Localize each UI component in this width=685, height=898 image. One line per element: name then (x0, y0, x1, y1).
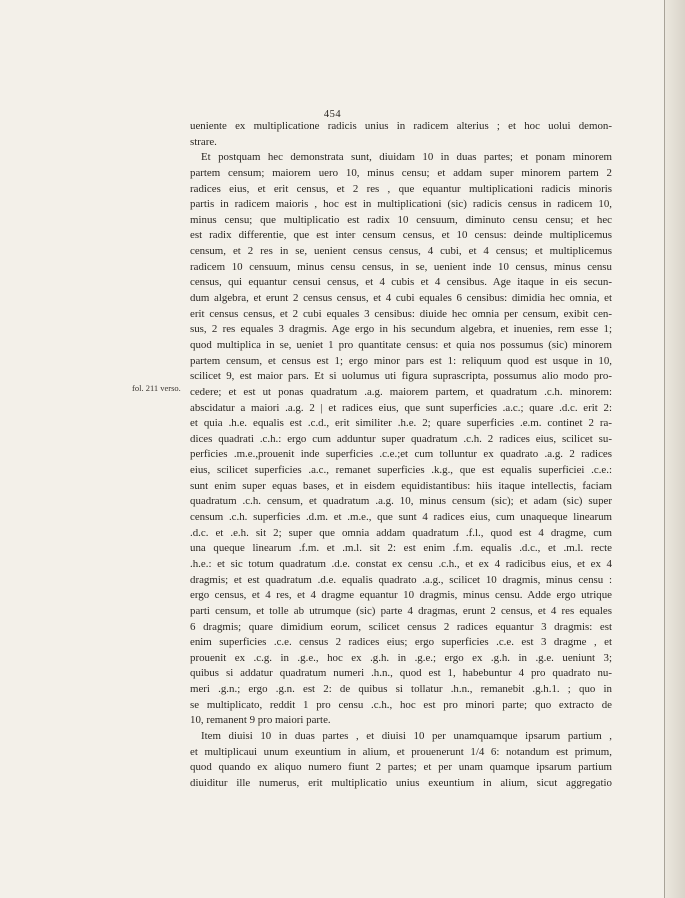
page-gutter-shadow (665, 0, 685, 898)
text-line: Et postquam hec demonstrata sunt, diuidam 10 in duas partes; et ponam minorem (201, 151, 612, 164)
text-line: radices eius, et erit census, et 2 res , que equantur multiplicationi radicis minoris (190, 182, 612, 195)
text-line: partis in radicem maioris , hoc est in multiplicationi (sic) radicis census in radicem 10, (190, 198, 612, 211)
text-line: et quia .h.e. equalis est .c.d., erit similiter .h.e. 2; quare superficies .e.m. continet 2 ra- (190, 417, 612, 430)
text-line: enim superficies .c.e. census 2 radices eius; ergo superficies .c.e. est 3 dragme , et (190, 636, 612, 649)
text-line: se multiplicato, reddit 1 pro censu .c.h., hoc est pro minori parte; quo extracto de (190, 698, 612, 711)
text-line: diuiditur ille numerus, erit multiplicatio unius exeuntium in alium, sicut aggregatio (190, 776, 612, 789)
text-line: erit census census, et 2 cubi equales 3 censibus: diuide hec omnia per censum, exibit cen- (190, 307, 612, 320)
text-line: radicem 10 censuum, minus censu census, in se, uenient inde 10 census, minus censu (190, 260, 612, 273)
text-line: censum .c.h. superficies .d.m. et .m.e., que sunt 4 radices eius, cum unaqueque linearum (190, 511, 612, 524)
text-line: et multiplicaui unum exeuntium in alium, et prouenerunt 1/4 6: notandum est primum, (190, 745, 612, 758)
text-line: census, qui equantur censui census, et 4 cubis et 4 censibus. Age itaque in eis secun- (190, 276, 612, 289)
text-line: quibus si addatur quadratum numeri .h.n., quod est 1, habebuntur 4 pro quadrato nu- (190, 667, 612, 680)
text-line: parti censum, et tolle ab utrumque (sic) parte 4 dragmas, erunt 2 census, et 4 res equales (190, 604, 612, 617)
text-line: quod multiplica in se, ueniet 1 pro quantitate census: et quia nos possumus (sic) minorem (190, 338, 612, 351)
text-line: dices quadrati .c.h.: ergo cum adduntur super quadratum .c.h. 2 radices eius, scilicet su- (190, 432, 612, 445)
text-line: partem censum, et census est 1; ergo minor pars est 1: reliquum quod est usque in 10, (190, 354, 612, 367)
text-line: ergo census, et 4 res, et 4 dragme equantur 10 dragmis, minus censu. Adde ergo utrique (190, 589, 612, 602)
text-line: minus censu; que multiplicatio est radix 10 censuum, diminuto censu censu; et hec (190, 213, 612, 226)
text-line: .d.c. et .e.h. sit 2; super que omnia addam quadratum .f.l., quod est 4 dragme, cum (190, 526, 612, 539)
text-line: .h.e.: et sic totum quadratum .d.e. constat ex censu .c.h., et ex 4 radicibus eius, et ex 4 (190, 557, 612, 570)
text-line: sunt enim super equas bases, et in eisdem equidistantibus: hiis itaque intellectis, faciam (190, 479, 612, 492)
text-line: prouenit ex .c.g. in .g.e., hoc ex .g.h. in .g.e.; ergo ex .g.h. in .g.e. ueniunt 3; (190, 651, 612, 664)
text-line: dum algebra, et erunt 2 census census, et 4 cubi equales 6 censibus: dimidia hec omnia, et (190, 292, 612, 305)
page-number: 454 (323, 109, 342, 120)
text-line: Item diuisi 10 in duas partes , et diuisi 10 per unamquamque ipsarum partium , (201, 729, 612, 742)
text-line: cedere; et est ut ponas quadratum .a.g. maiorem partem, et quadratum .c.h. minorem: (190, 385, 612, 398)
text-line: una queque linearum .f.m. et .m.l. sit 2: est enim .f.m. equalis .d.c., et .m.l. recte (190, 542, 612, 555)
text-line: abscidatur a maiori .a.g. 2 | et radices eius, que sunt superficies .a.c.; quare .d.c. erit 2: (190, 401, 612, 414)
text-line: scilicet 9, est maior pars. Et si uolumus uti figura suprascripta, possumus alio modo pro- (190, 370, 612, 383)
text-line: eius, scilicet superficies .a.c., remanet superficies .k.g., que est equalis superficiei .c.e.: (190, 464, 612, 477)
text-line: quadratum .c.h. censum, et quadratum .a.g. 10, minus censum (sic); et adam (sic) super (190, 495, 612, 508)
margin-note: fol. 211 verso. (132, 383, 181, 393)
text-line: dragmis; et est quadratum .d.e. equalis quadrato .a.g., scilicet 10 dragmis, minus censu : (190, 573, 612, 586)
text-line: 6 dragmis; quare dimidium eorum, scilicet census 2 radices equantur 3 dragmis: est (190, 620, 612, 633)
text-line: meri .g.n.; ergo .g.n. est 2: de quibus si tollatur .h.n., remanebit .g.h.1. ; quo in (190, 683, 612, 696)
text-line: strare. (190, 135, 217, 148)
page-edge (664, 0, 665, 898)
text-line: partem censum; maiorem uero 10, minus censu; et addam super minorem partem 2 (190, 166, 612, 179)
text-line: ueniente ex multiplicatione radicis unius in radicem alterius ; et hoc uolui demon- (190, 120, 612, 132)
text-line: est radix differentie, que est inter censum census, et 10 census: deinde multiplicemus (190, 229, 612, 242)
text-line: censum, et 2 res in se, uenient census census, 4 cubi, et 4 census; et multiplicemus (190, 245, 612, 258)
text-line: 10, remanent 9 pro maiori parte. (190, 714, 331, 727)
body-text (190, 119, 612, 792)
text-line: sus, 2 res equales 3 dragmis. Age ergo in his secundum algebra, et inuenies, rem esse 1; (190, 323, 612, 336)
text-line: perficies .m.e.,prouenit inde superficies .c.e.;et cum tolluntur ex quadrato .a.g. 2 radices (190, 448, 612, 461)
text-line: quod quando ex aliquo numero fiunt 2 partes; et per unam quamque ipsarum partium (190, 761, 612, 774)
